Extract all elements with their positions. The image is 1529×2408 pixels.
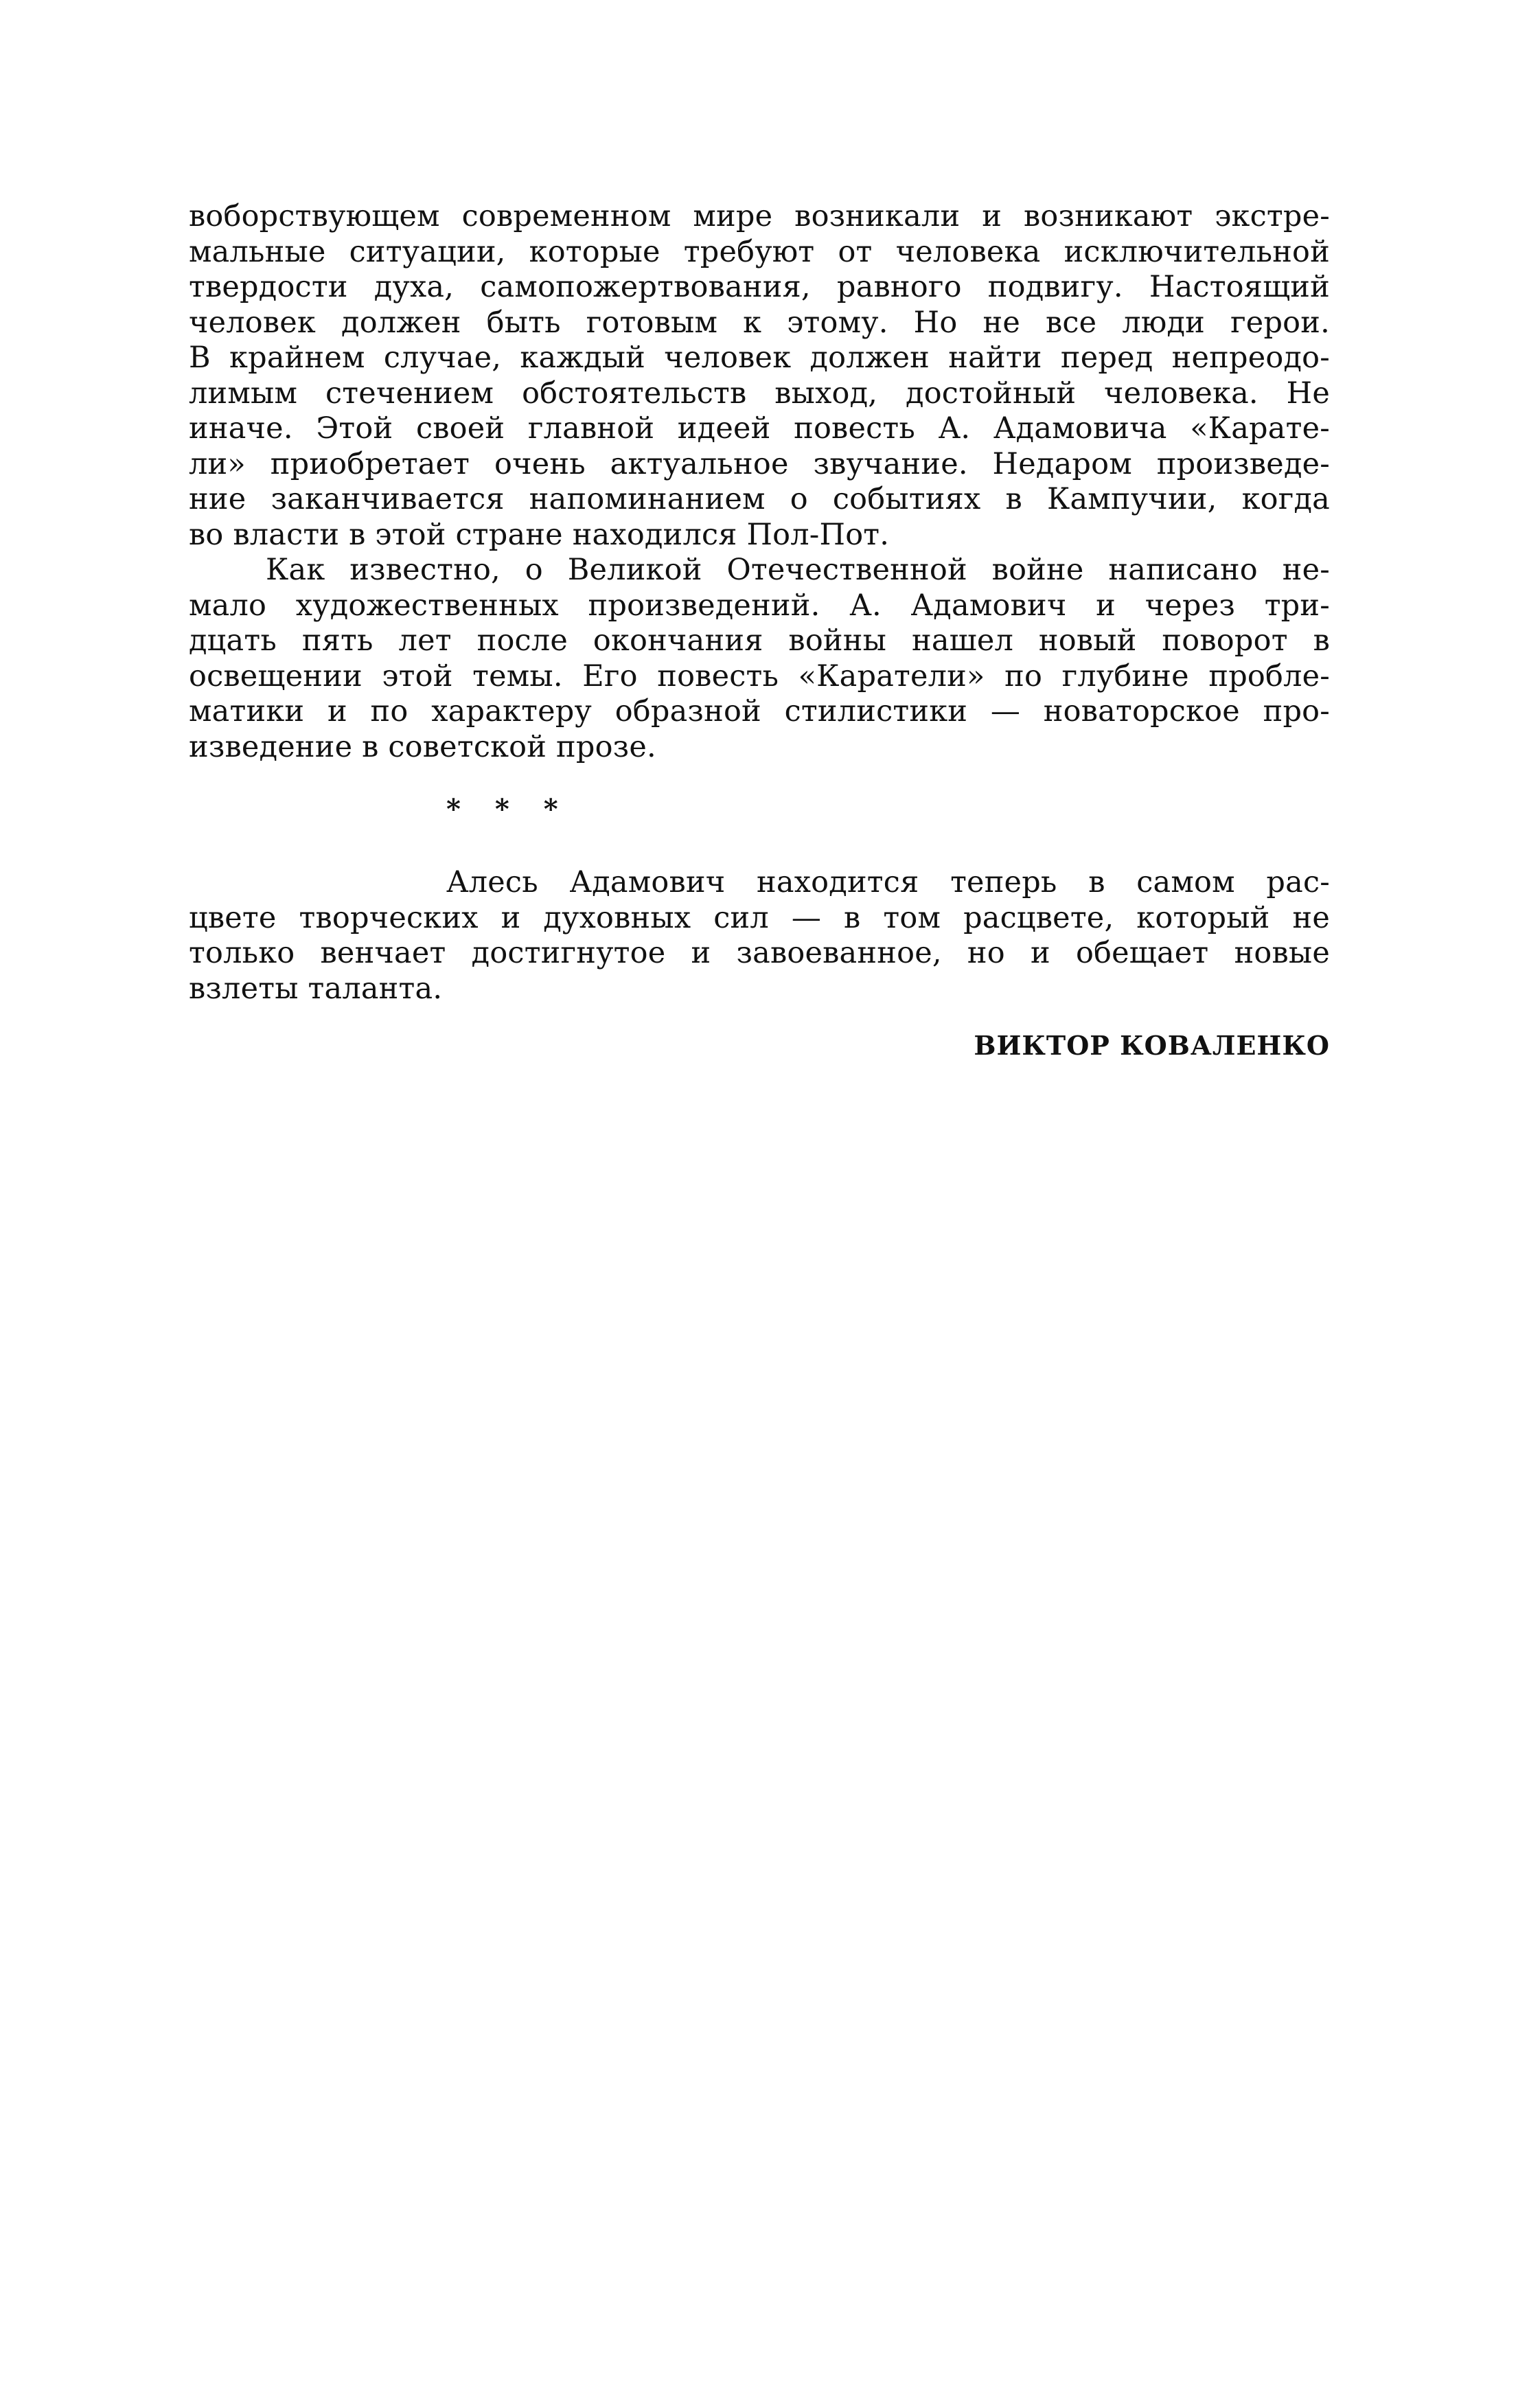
author-signature: ВИКТОР КОВАЛЕНКО [974, 1030, 1330, 1061]
text-line: В крайнем случае, каждый человек должен найти перед непреодо- [189, 341, 1330, 375]
main-text [189, 199, 1330, 765]
closing-paragraph [189, 865, 1330, 1007]
text-line: ние заканчивается напоминанием о событиях в Кампучии, когда [189, 482, 1330, 516]
text-line: Алесь Адамович находится теперь в самом рас- [446, 865, 1330, 899]
text-line: мальные ситуации, которые требуют от человека исключительной [189, 234, 1330, 269]
section-separator: * * * [446, 793, 571, 825]
text-line: изведение в советской прозе. [189, 729, 656, 764]
text-line: во власти в этой стране находился Пол-Пот. [189, 517, 890, 552]
text-line: лимым стечением обстоятельств выход, достойный человека. Не [189, 376, 1330, 411]
text-line: освещении этой темы. Его повесть «Каратели» по глубине пробле- [189, 658, 1330, 693]
text-line: мало художественных произведений. А. Адамович и через три- [189, 588, 1330, 623]
text-line: Как известно, о Великой Отечественной войне написано не- [266, 553, 1330, 587]
text-line: человек должен быть готовым к этому. Но не все люди герои. [189, 305, 1330, 340]
text-line: твердости духа, самопожертвования, равного подвигу. Настоящий [189, 270, 1330, 304]
text-line: воборствующем современном мире возникали и возникают экстре- [189, 199, 1330, 233]
text-line: иначе. Этой своей главной идеей повесть А. Адамовича «Карате- [189, 411, 1330, 446]
text-line: ли» приобретает очень актуальное звучание. Недаром произведе- [189, 446, 1330, 481]
text-line: только венчает достигнутое и завоеванное, но и обещает новые [189, 936, 1330, 970]
text-line: цвете творческих и духовных сил — в том расцвете, который не [189, 900, 1330, 935]
text-line: взлеты таланта. [189, 971, 443, 1006]
text-line: дцать пять лет после окончания войны нашел новый поворот в [189, 623, 1330, 658]
text-line: матики и по характеру образной стилистики — новаторское про- [189, 694, 1330, 729]
